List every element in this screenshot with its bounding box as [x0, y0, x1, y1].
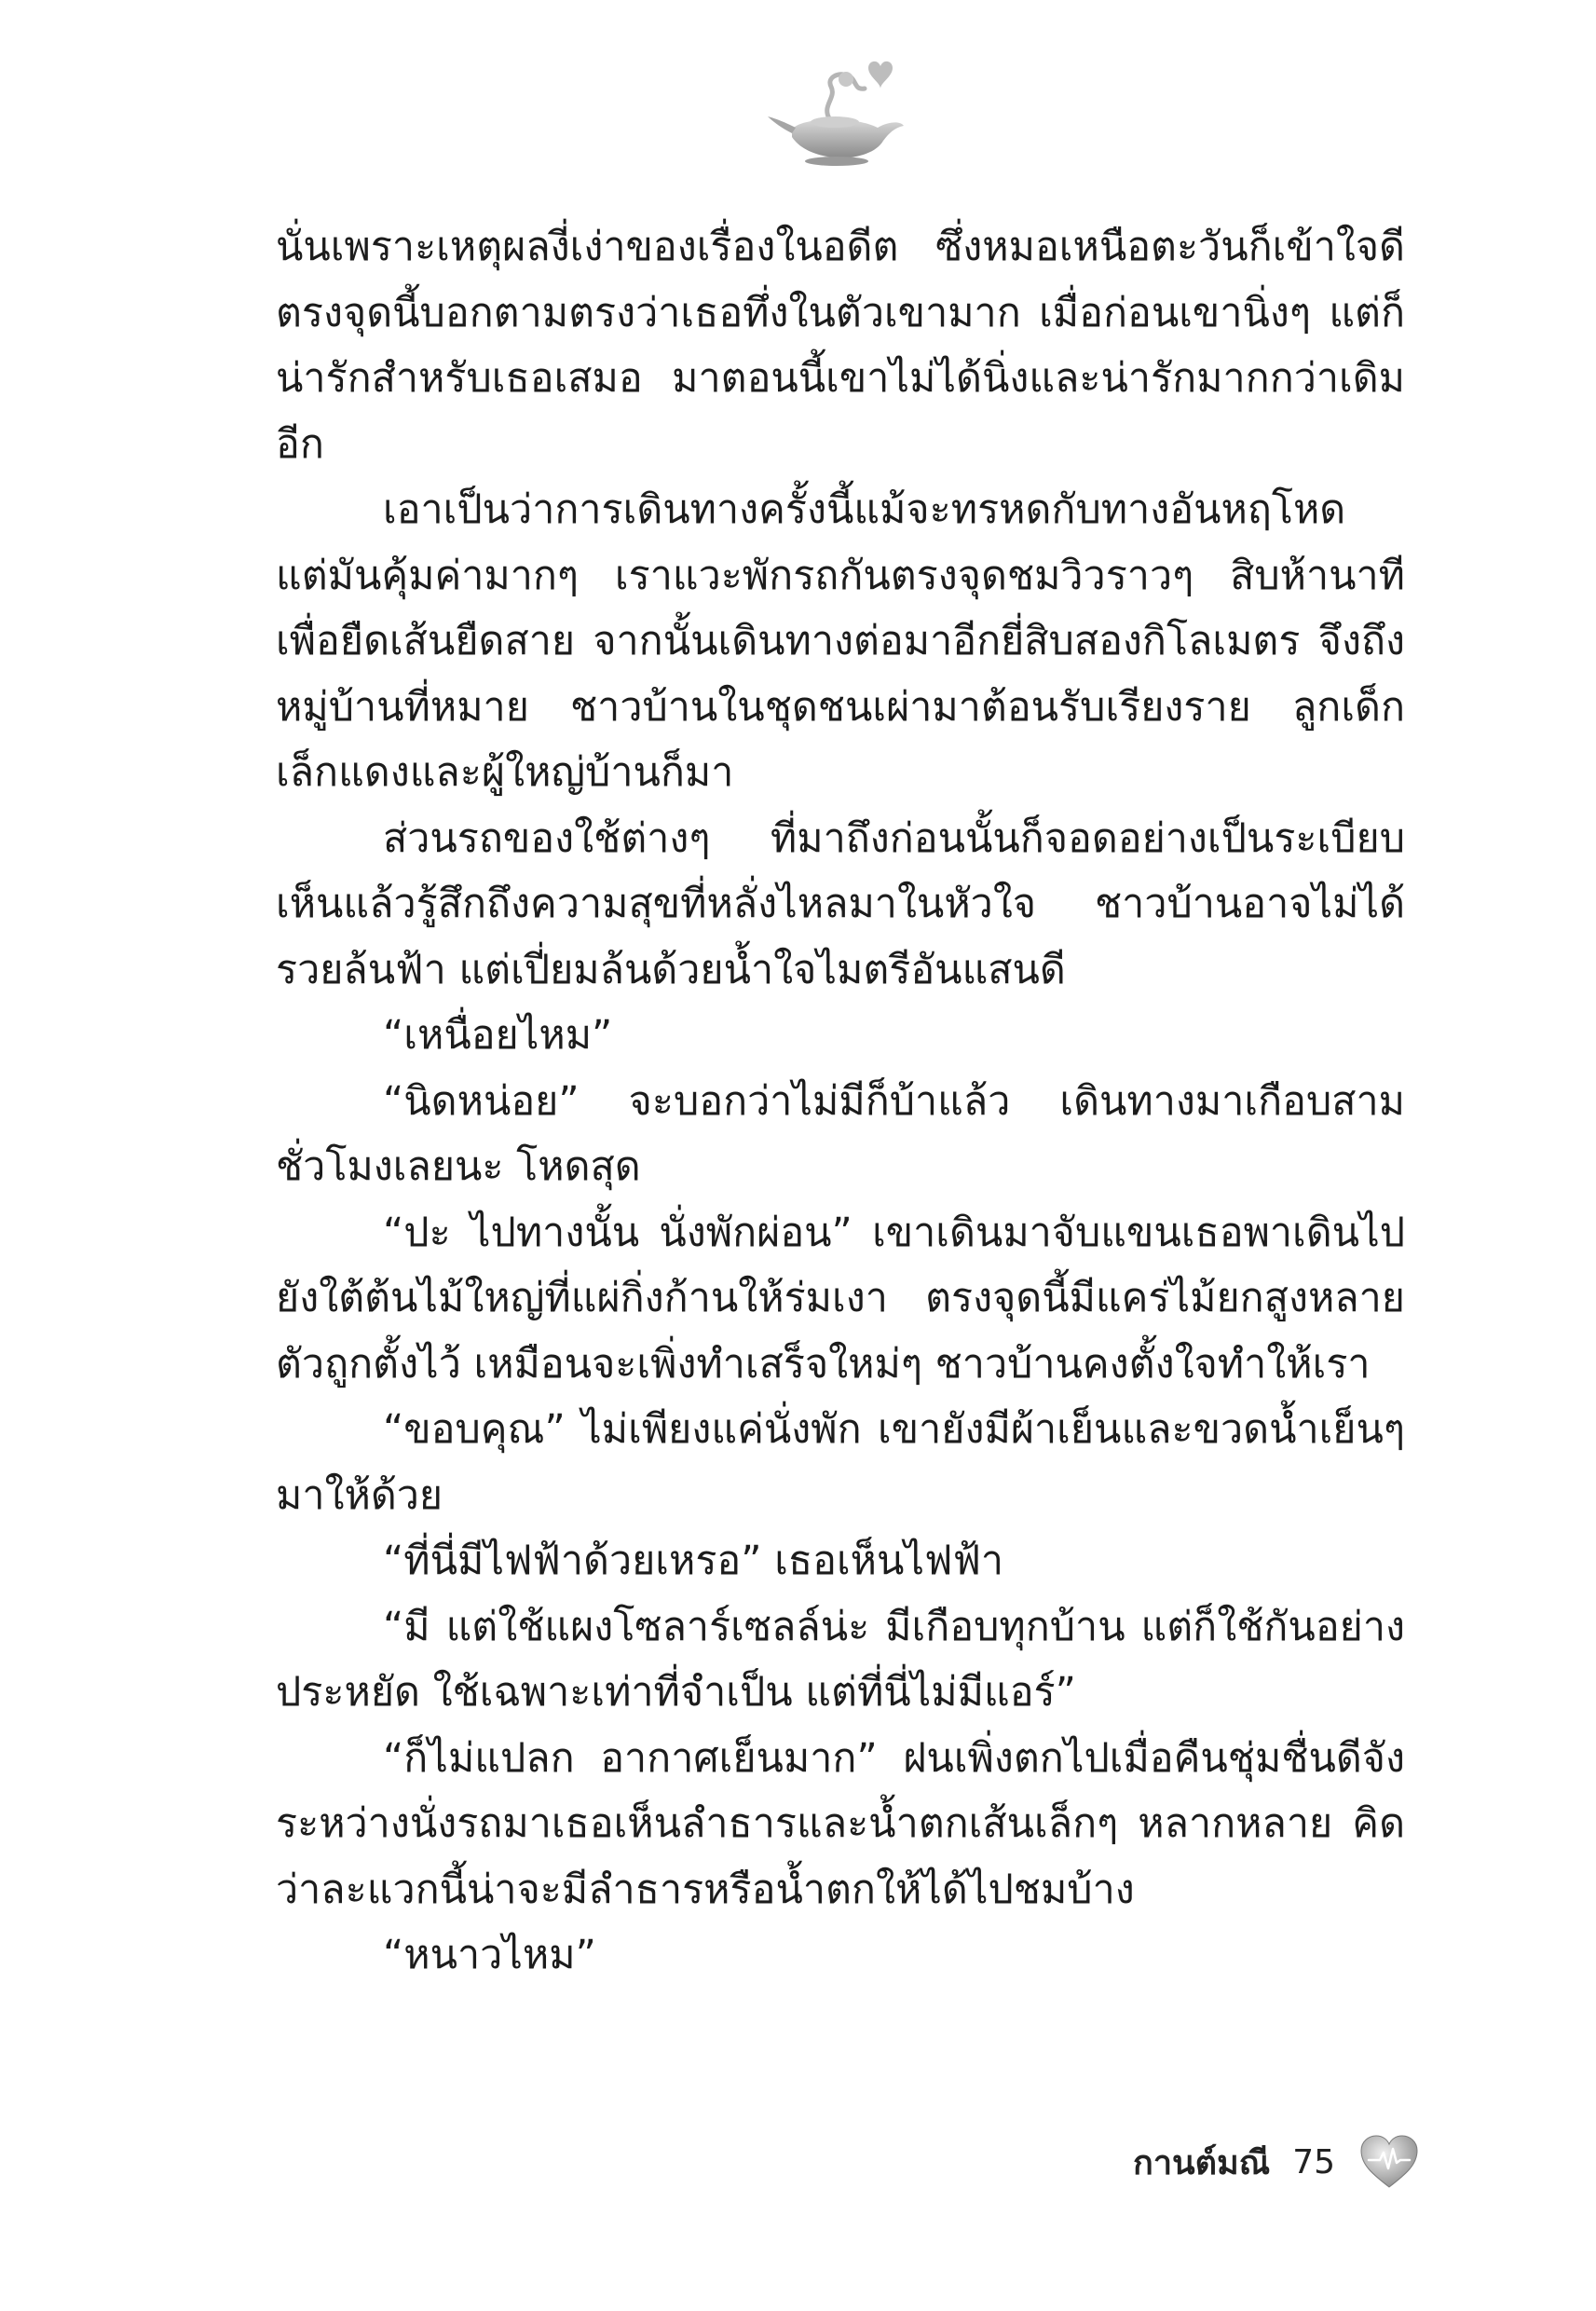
chapter-text: [276, 214, 1405, 1989]
paragraph: ส่วนรถของใช้ต่างๆ ที่มาถึงก่อนนั้นก็จอดอย่างเป็นระเบียบ เห็นแล้วรู้สึกถึงความสุขที่หลั่งไหลมาในหัวใจ ชาวบ้านอาจไม่ได้รวยล้นฟ้า แต่เปี่ยมล้นด้วยน้ำใจไมตรีอันแสนดี: [276, 814, 1405, 993]
heartbeat-heart-icon: [1359, 2135, 1419, 2189]
paragraph: “ปะ ไปทางนั้น นั่งพักผ่อน” เขาเดินมาจับแขนเธอพาเดินไปยังใต้ต้นไม้ใหญ่ที่แผ่กิ่งก้านให้ร่มเงา ตรงจุดนี้มีแคร่ไม้ยกสูงหลายตัวถูกตั้งไว้ เหมือนจะเพิ่งทำเสร็จใหม่ๆ ชาวบ้านคงตั้งใจทำให้เรา: [276, 1209, 1405, 1388]
paragraph: เอาเป็นว่าการเดินทางครั้งนี้แม้จะทรหดกับทางอันหฤโหด แต่มันคุ้มค่ามากๆ เราแวะพักรถกันตรงจุดชมวิวราวๆ สิบห้านาทีเพื่อยืดเส้นยืดสาย จากนั้นเดินทางต่อมาอีกยี่สิบสองกิโลเมตร จึงถึงหมู่บ้านที่หมาย ชาวบ้านในชุดชนเผ่ามาต้อนรับเรียงราย ลูกเด็กเล็กแดงและผู้ใหญ่บ้านก็มา: [276, 486, 1405, 796]
page-footer: [1133, 2134, 1419, 2190]
paragraph: “ที่นี่มีไฟฟ้าด้วยเหรอ” เธอเห็นไฟฟ้า: [383, 1538, 1004, 1584]
paragraph: “มี แต่ใช้แผงโซลาร์เซลล์น่ะ มีเกือบทุกบ้าน แต่ก็ใช้กันอย่างประหยัด ใช้เฉพาะเท่าที่จำเป็น แต่ที่นี่ไม่มีแอร์”: [276, 1603, 1405, 1716]
paragraph: “ขอบคุณ” ไม่เพียงแค่นั่งพัก เขายังมีผ้าเย็นและขวดน้ำเย็นๆมาให้ด้วย: [276, 1406, 1405, 1519]
paragraph: “เหนื่อยไหม”: [383, 1012, 613, 1059]
paragraph: “หนาวไหม”: [383, 1932, 596, 1978]
page-number: 75: [1292, 2142, 1335, 2181]
paragraph: นั่นเพราะเหตุผลงี่เง่าของเรื่องในอดีต ซึ่งหมอเหนือตะวันก็เข้าใจดี ตรงจุดนี้บอกตามตรงว่าเธอทึ่งในตัวเขามาก เมื่อก่อนเขานิ่งๆ แต่ก็น่ารักสำหรับเธอเสมอ มาตอนนี้เขาไม่ได้นิ่งและน่ารักมากกว่าเดิมอีก: [276, 224, 1405, 468]
book-title: กานต์มณี: [1133, 2143, 1271, 2182]
paragraph: “นิดหน่อย” จะบอกว่าไม่มีก็บ้าแล้ว เดินทางมาเกือบสามชั่วโมงเลยนะ โหดสุด: [276, 1077, 1405, 1190]
genie-lamp-heart-icon: [764, 51, 913, 168]
paragraph: “ก็ไม่แปลก อากาศเย็นมาก” ฝนเพิ่งตกไปเมื่อคืนชุ่มชื่นดีจังระหว่างนั่งรถมาเธอเห็นลำธารและน้ำตกเส้นเล็กๆ หลากหลาย คิดว่าละแวกนี้น่าจะมีลำธารหรือน้ำตกให้ได้ไปชมบ้าง: [276, 1734, 1405, 1913]
